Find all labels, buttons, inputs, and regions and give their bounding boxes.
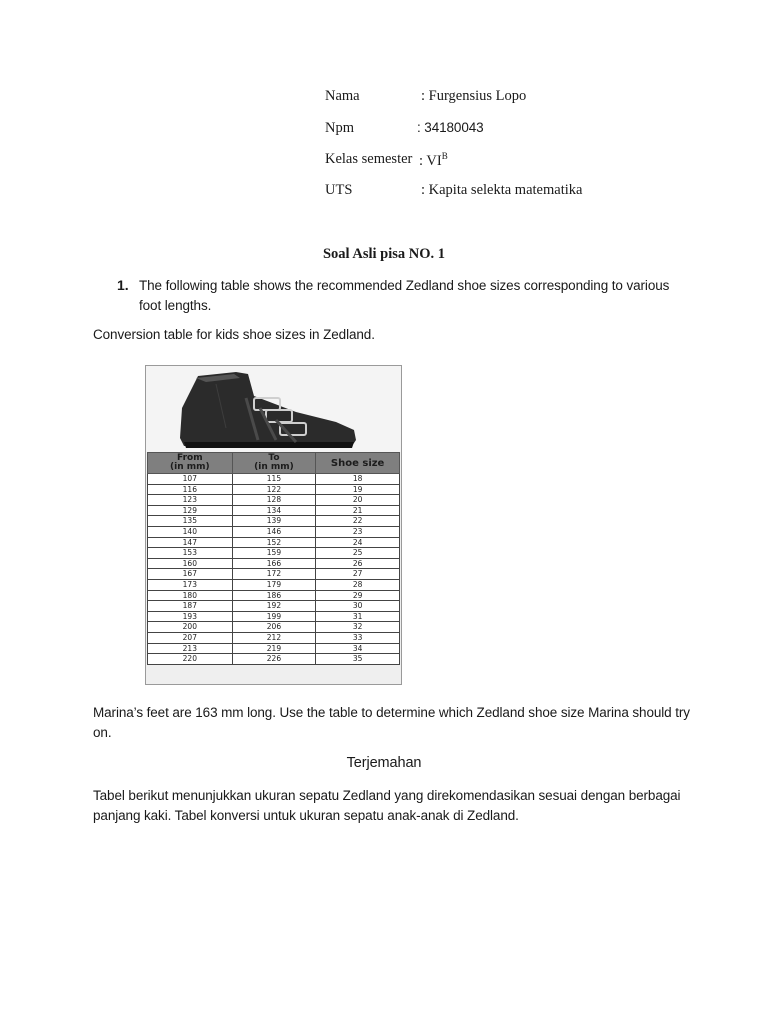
question-number: 1. [117,277,129,293]
cell-shoe-size: 27 [316,569,400,580]
cell-to: 199 [232,611,316,622]
cell-to: 192 [232,601,316,612]
cell-shoe-size: 31 [316,611,400,622]
cell-from: 140 [148,526,233,537]
question-text: The following table shows the recommended Zedland shoe sizes corresponding to various foot lengths. [139,278,670,313]
table-row [148,526,400,537]
table-row [148,548,400,559]
cell-shoe-size: 18 [316,474,400,485]
cell-shoe-size: 20 [316,495,400,506]
nama-value: : Furgensius Lopo [421,88,527,104]
cell-from: 180 [148,590,233,601]
kelas-superscript: B [441,151,448,161]
table-row [148,484,400,495]
uts-value: : Kapita selekta matematika [421,182,583,198]
cell-from: 129 [148,505,233,516]
cell-shoe-size: 30 [316,601,400,612]
cell-from: 107 [148,474,233,485]
table-row [148,601,400,612]
kelas-label: Kelas semester [325,151,413,167]
table-body [148,474,400,665]
cell-shoe-size: 29 [316,590,400,601]
cell-to: 166 [232,558,316,569]
table-row [148,632,400,643]
header-to: To (in mm) [232,453,316,474]
cell-from: 193 [148,611,233,622]
cell-to: 212 [232,632,316,643]
uts-label: UTS [325,182,353,198]
table-row [148,474,400,485]
terjemahan-heading: Terjemahan [346,755,422,771]
cell-to: 179 [232,579,316,590]
cell-to: 219 [232,643,316,654]
cell-to: 206 [232,622,316,633]
table-row [148,611,400,622]
cell-from: 207 [148,632,233,643]
cell-shoe-size: 22 [316,516,400,527]
table-row [148,643,400,654]
npm-label: Npm [325,120,354,136]
table-row [148,590,400,601]
cell-to: 134 [232,505,316,516]
table-row [148,622,400,633]
npm-value: : 34180043 [417,120,484,135]
conversion-caption: Conversion table for kids shoe sizes in Zedland. [93,327,375,342]
cell-shoe-size: 35 [316,654,400,665]
cell-shoe-size: 34 [316,643,400,654]
table-row [148,516,400,527]
cell-to: 172 [232,569,316,580]
cell-shoe-size: 19 [316,484,400,495]
cell-from: 135 [148,516,233,527]
marina-question: Marina’s feet are 163 mm long. Use the table to determine which Zedland shoe size Marina should try on. [93,705,690,740]
cell-shoe-size: 26 [316,558,400,569]
shoe-image [146,366,401,452]
cell-shoe-size: 25 [316,548,400,559]
cell-to: 226 [232,654,316,665]
cell-to: 146 [232,526,316,537]
cell-to: 159 [232,548,316,559]
cell-shoe-size: 21 [316,505,400,516]
cell-to: 186 [232,590,316,601]
cell-to: 128 [232,495,316,506]
table-row [148,579,400,590]
cell-from: 153 [148,548,233,559]
cell-from: 173 [148,579,233,590]
translation-paragraph: Tabel berikut menunjukkan ukuran sepatu Zedland yang direkomendasikan sesuai dengan berbagai panjang kaki. Tabel konversi untuk ukuran sepatu anak-anak di Zedland. [93,788,681,823]
table-row [148,495,400,506]
table-row [148,569,400,580]
cell-from: 213 [148,643,233,654]
cell-from: 187 [148,601,233,612]
header-from: From (in mm) [148,453,233,474]
cell-from: 167 [148,569,233,580]
cell-shoe-size: 32 [316,622,400,633]
kelas-value: : $VI^B$ [419,151,448,169]
shoe-icon [176,368,366,452]
cell-from: 116 [148,484,233,495]
table-row [148,654,400,665]
page-title: Soal Asli pisa NO. 1 [322,246,446,262]
cell-from: 160 [148,558,233,569]
cell-to: 115 [232,474,316,485]
table-row [148,505,400,516]
cell-to: 139 [232,516,316,527]
cell-shoe-size: 28 [316,579,400,590]
cell-from: 200 [148,622,233,633]
cell-to: 122 [232,484,316,495]
shoe-size-figure [145,365,402,685]
cell-from: 147 [148,537,233,548]
cell-shoe-size: 33 [316,632,400,643]
cell-to: 152 [232,537,316,548]
cell-shoe-size: 23 [316,526,400,537]
shoe-size-table [147,452,400,665]
nama-label: Nama [325,88,360,104]
cell-shoe-size: 24 [316,537,400,548]
header-shoe-size: Shoe size [316,453,400,474]
table-header-row [148,453,400,474]
cell-from: 123 [148,495,233,506]
table-row [148,558,400,569]
cell-from: 220 [148,654,233,665]
table-row [148,537,400,548]
